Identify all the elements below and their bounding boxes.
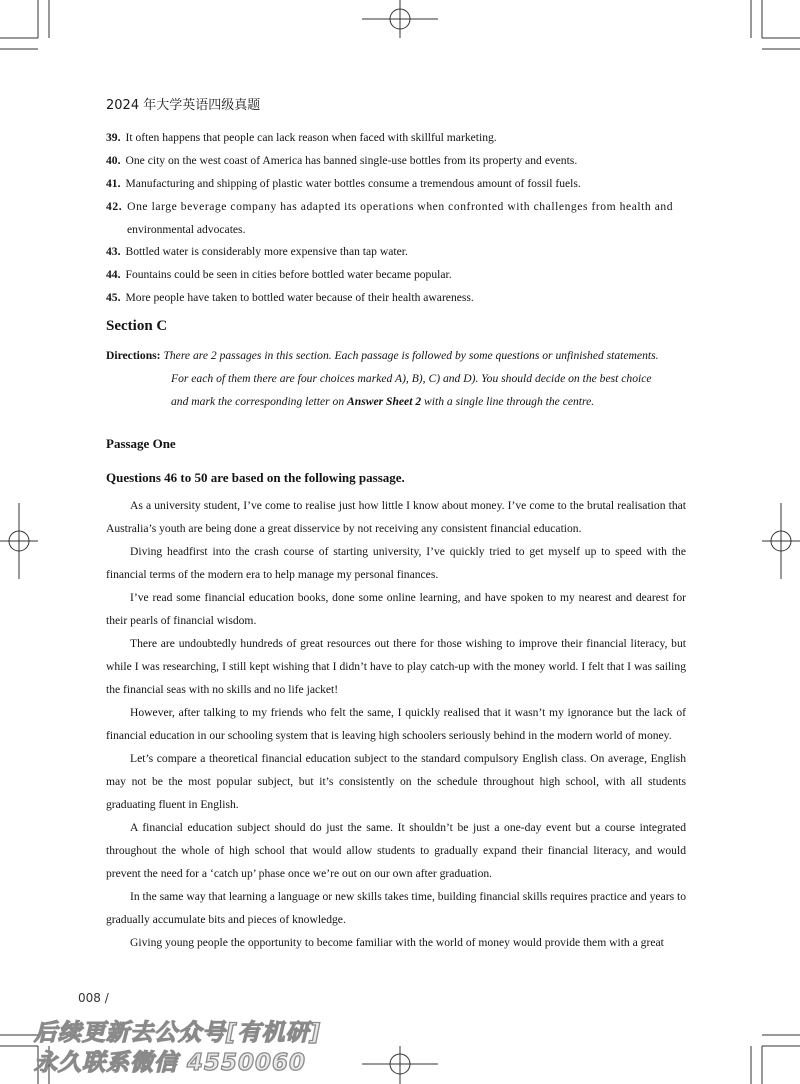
paragraph: There are undoubtedly hundreds of great resources out there for those wishing to improve their financial literacy, but while I was researching, I still kept wishing that I didn’t have to play catch-up with the money world. I felt that I was sailing the financial seas with no skills and no life jacket! bbox=[106, 637, 686, 696]
paragraph: Let’s compare a theoretical financial education subject to the standard compulsory English class. On average, English may not be the most popular subject, but it’s consistently on the schedule throughout high school, with all students graduating fluent in English. bbox=[106, 752, 686, 811]
question-number: 39. bbox=[106, 131, 121, 144]
question-45 bbox=[106, 286, 686, 309]
question-42 bbox=[106, 195, 686, 241]
page-header: 2024 年大学英语四级真题 bbox=[106, 98, 261, 113]
question-text: More people have taken to bottled water because of their health awareness. bbox=[125, 291, 474, 304]
page-number: 008 / bbox=[78, 991, 109, 1005]
questions-note: Questions 46 to 50 are based on the following passage. bbox=[106, 470, 405, 485]
directions-line-3-start: and mark the corresponding letter on bbox=[171, 395, 348, 408]
directions-line-3 bbox=[106, 390, 686, 413]
question-number: 44. bbox=[106, 268, 121, 281]
question-text: One city on the west coast of America has banned single-use bottles from its property and events. bbox=[125, 154, 578, 167]
question-40 bbox=[106, 149, 686, 172]
paragraph: However, after talking to my friends who felt the same, I quickly realised that it wasn’t my ignorance but the lack of financial education in our schooling system that is leaving high schoolers seriously behind in the modern world of money. bbox=[106, 706, 686, 742]
question-text: One large beverage company has adapted its operations when confronted with challenges from health and bbox=[127, 200, 674, 213]
directions-line-3-end: with a single line through the centre. bbox=[421, 395, 595, 408]
question-number: 43. bbox=[106, 245, 121, 258]
question-number: 45. bbox=[106, 291, 121, 304]
question-text-continued: environmental advocates. bbox=[127, 223, 246, 236]
question-41 bbox=[106, 172, 686, 195]
watermark-line-2: 永久联系微信 4550060 bbox=[34, 1050, 307, 1076]
paragraph: Diving headfirst into the crash course of starting university, I’ve quickly tried to get myself up to speed with the financial terms of the modern era to help manage my personal finances. bbox=[106, 545, 686, 581]
passage-one-body bbox=[106, 494, 686, 954]
question-44 bbox=[106, 263, 686, 286]
question-39 bbox=[106, 126, 686, 149]
question-number: 40. bbox=[106, 154, 121, 167]
question-text: It often happens that people can lack reason when faced with skillful marketing. bbox=[125, 131, 497, 144]
paragraph: I’ve read some financial education books, done some online learning, and have spoken to my nearest and dearest for their pearls of financial wisdom. bbox=[106, 591, 686, 627]
section-c-directions bbox=[106, 344, 686, 413]
question-43 bbox=[106, 240, 686, 263]
answer-sheet-ref: Answer Sheet 2 bbox=[347, 395, 422, 408]
watermark-line-1: 后续更新去公众号[有机研] bbox=[34, 1020, 322, 1046]
passage-one-title: Passage One bbox=[106, 436, 176, 451]
question-text: Manufacturing and shipping of plastic water bottles consume a tremendous amount of fossil fuels. bbox=[125, 177, 581, 190]
paragraph: Giving young people the opportunity to become familiar with the world of money would provide them with a great bbox=[130, 936, 664, 949]
question-number: 41. bbox=[106, 177, 121, 190]
paragraph: In the same way that learning a language or new skills takes time, building financial skills requires practice and years to gradually accumulate bits and pieces of knowledge. bbox=[106, 890, 687, 926]
paragraph: A financial education subject should do just the same. It shouldn’t be just a one-day event but a course integrated throughout the whole of high school that would allow students to gradually expand their financial literacy, and would prevent the need for a ‘catch up’ phase once we’re out on our own after graduation. bbox=[106, 821, 686, 880]
question-text: Bottled water is considerably more expensive than tap water. bbox=[125, 245, 408, 258]
directions-line-2: For each of them there are four choices marked A), B), C) and D). You should decide on the best choice bbox=[171, 372, 652, 385]
directions-line-1: There are 2 passages in this section. Each passage is followed by some questions or unfinished statements. bbox=[163, 349, 659, 362]
question-text: Fountains could be seen in cities before bottled water became popular. bbox=[125, 268, 452, 281]
section-c-title: Section C bbox=[106, 318, 168, 334]
directions-label: Directions: bbox=[106, 349, 161, 362]
question-number: 42. bbox=[106, 200, 123, 213]
paragraph: As a university student, I’ve come to realise just how little I know about money. I’ve come to the brutal realisation that Australia’s youth are being done a great disservice by not receiving any consistent financial education. bbox=[106, 499, 686, 535]
